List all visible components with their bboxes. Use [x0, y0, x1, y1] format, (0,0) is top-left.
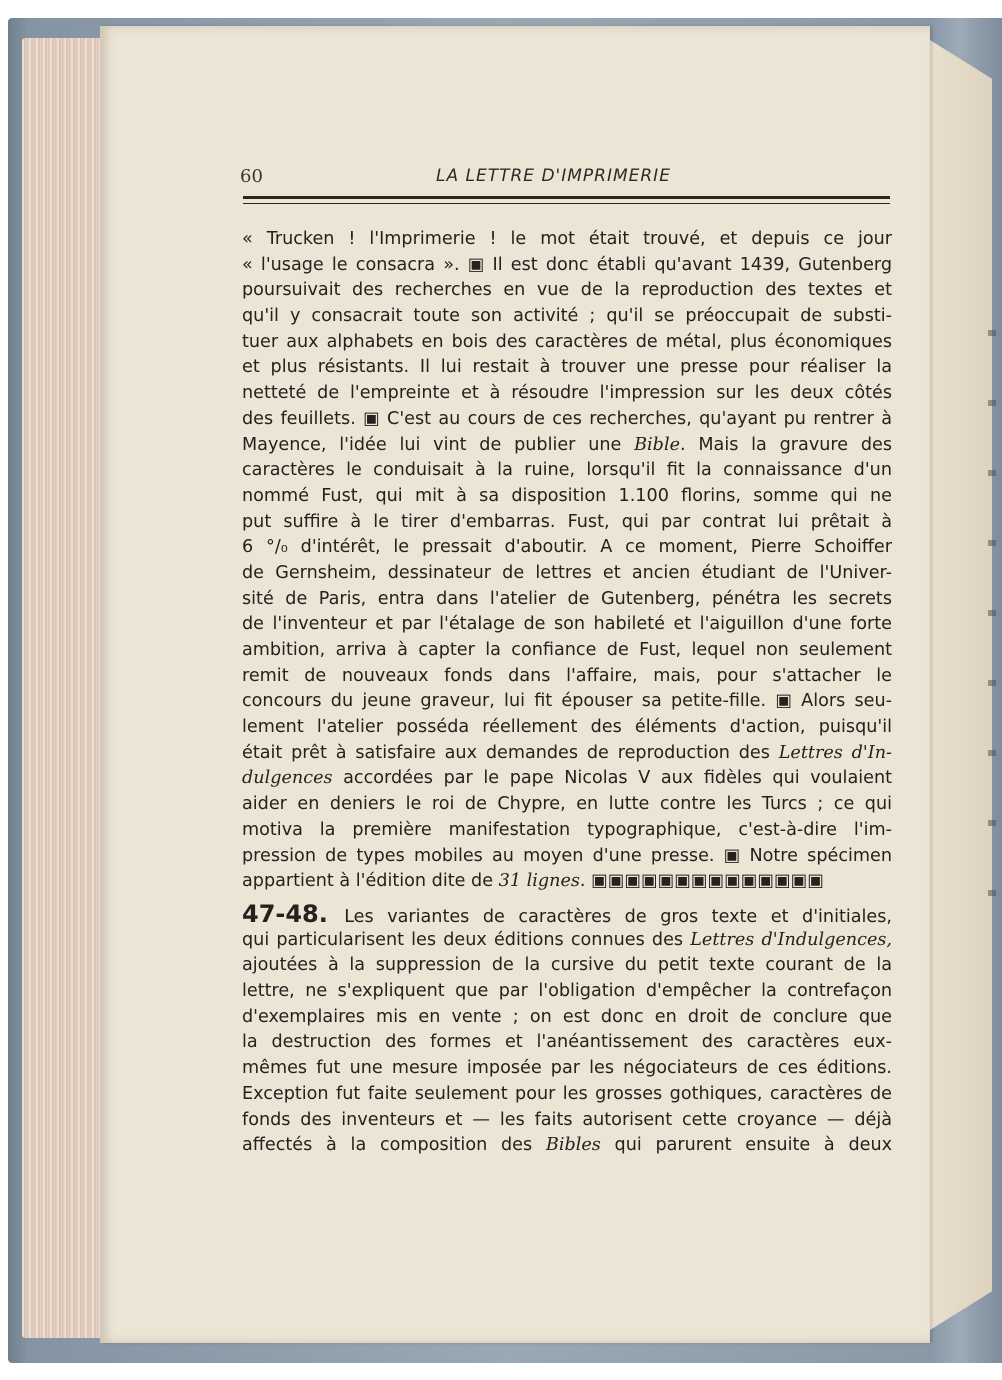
page-edges	[22, 38, 106, 1338]
text-line: 47-48. Les variantes de caractères de gros texte et d'initiales,	[242, 900, 893, 928]
facing-page-text-marks	[988, 300, 996, 900]
facing-page-edge	[930, 40, 992, 1330]
page-number: 60	[240, 166, 263, 187]
text-line: Mayence, l'idée lui vint de publier une Bible. Mais la gravure des	[242, 434, 892, 455]
text-line: netteté de l'empreinte et à résoudre l'impression sur les deux côtés	[242, 383, 892, 404]
text-line: sité de Paris, entra dans l'atelier de Gutenberg, pénétra les secrets	[242, 588, 892, 609]
text-line: poursuivait des recherches en vue de la reproduction des textes et	[242, 280, 892, 301]
italic-text: Lettres d'Indulgences,	[690, 929, 892, 950]
paragraph-1	[242, 227, 892, 895]
text-line: « Trucken ! l'Imprimerie ! le mot était trouvé, et depuis ce jour	[242, 229, 892, 249]
header-rule-thick	[243, 196, 890, 199]
text-line: nommé Fust, qui mit à sa disposition 1.100 florins, somme qui ne	[242, 485, 892, 506]
text-line: la destruction des formes et l'anéantissement des caractères eux-	[242, 1032, 892, 1053]
text-line: concours du jeune graveur, lui fit épouser sa petite-fille. ▣ Alors seu-	[242, 691, 892, 712]
text-line: Exception fut faite seulement pour les grosses gothiques, caractères de	[242, 1083, 892, 1104]
text-line: ajoutées à la suppression de la cursive du petit texte courant de la	[242, 955, 892, 976]
paragraph-2	[242, 902, 892, 1159]
text-line: de l'inventeur et par l'étalage de son habileté et l'aiguillon d'une forte	[242, 614, 892, 635]
text-line: 6 °/₀ d'intérêt, le pressait d'aboutir. A ce moment, Pierre Schoiffer	[242, 537, 892, 558]
running-head	[240, 166, 890, 190]
text-line: caractères le conduisait à la ruine, lorsqu'il fit la connaissance d'un	[242, 460, 892, 481]
text-line: aider en deniers le roi de Chypre, en lutte contre les Turcs ; ce qui	[242, 794, 892, 815]
section-number: 47-48.	[242, 900, 345, 928]
text-line: put suffire à le tirer d'embarras. Fust, qui par contrat lui prêtait à	[242, 511, 892, 532]
text-line: lettre, ne s'expliquent que par l'obligation d'empêcher la contrefaçon	[242, 981, 892, 1002]
text-line: qu'il y consacrait toute son activité ; qu'il se préoccupait de substi-	[242, 306, 892, 327]
text-line: tuer aux alphabets en bois des caractères de métal, plus économiques	[242, 331, 892, 352]
italic-text: Bibles	[545, 1135, 601, 1156]
text-line: « l'usage le consacra ». ▣ Il est donc établi qu'avant 1439, Gutenberg	[242, 254, 892, 275]
text-line: était prêt à satisfaire aux demandes de reproduction des Lettres d'In-	[242, 742, 892, 763]
text-line: affectés à la composition des Bibles qui parurent ensuite à deux	[242, 1135, 893, 1156]
text-line: remit de nouveaux fonds dans l'affaire, mais, pour s'attacher le	[242, 665, 892, 686]
italic-text: dulgences	[242, 768, 333, 789]
text-line: fonds des inventeurs et — les faits autorisent cette croyance — déjà	[242, 1109, 892, 1130]
text-line: et plus résistants. Il lui restait à trouver une presse pour réaliser la	[242, 357, 892, 378]
italic-text: Bible	[634, 434, 680, 455]
italic-text: Lettres d'In-	[778, 742, 892, 763]
italic-text: 31 lignes	[498, 871, 580, 892]
running-title: LA LETTRE D'IMPRIMERIE	[436, 166, 671, 186]
text-line: ambition, arriva à capter la confiance de Fust, lequel non seulement	[242, 640, 892, 660]
header-rule-thin	[243, 203, 890, 204]
text-line: de Gernsheim, dessinateur de lettres et ancien étudiant de l'Univer-	[242, 562, 892, 583]
text-line: qui particularisent les deux éditions connues des Lettres d'Indulgences,	[242, 929, 892, 950]
text-line: d'exemplaires mis en vente ; on est donc en droit de conclure que	[242, 1006, 892, 1027]
text-line: mêmes fut une mesure imposée par les négociateurs de ces éditions.	[242, 1058, 892, 1079]
text-line: appartient à l'édition dite de 31 lignes. ▣▣▣▣▣▣▣▣▣▣▣▣▣▣	[242, 871, 824, 892]
text-line: des feuillets. ▣ C'est au cours de ces recherches, qu'ayant pu rentrer à	[242, 408, 892, 429]
text-line: motiva la première manifestation typographique, c'est-à-dire l'im-	[242, 819, 892, 840]
text-line: pression de types mobiles au moyen d'une presse. ▣ Notre spécimen	[242, 845, 892, 866]
text-line: lement l'atelier posséda réellement des éléments d'action, puisqu'il	[242, 717, 892, 738]
text-line: dulgences accordées par le pape Nicolas V aux fidèles qui voulaient	[242, 768, 892, 789]
